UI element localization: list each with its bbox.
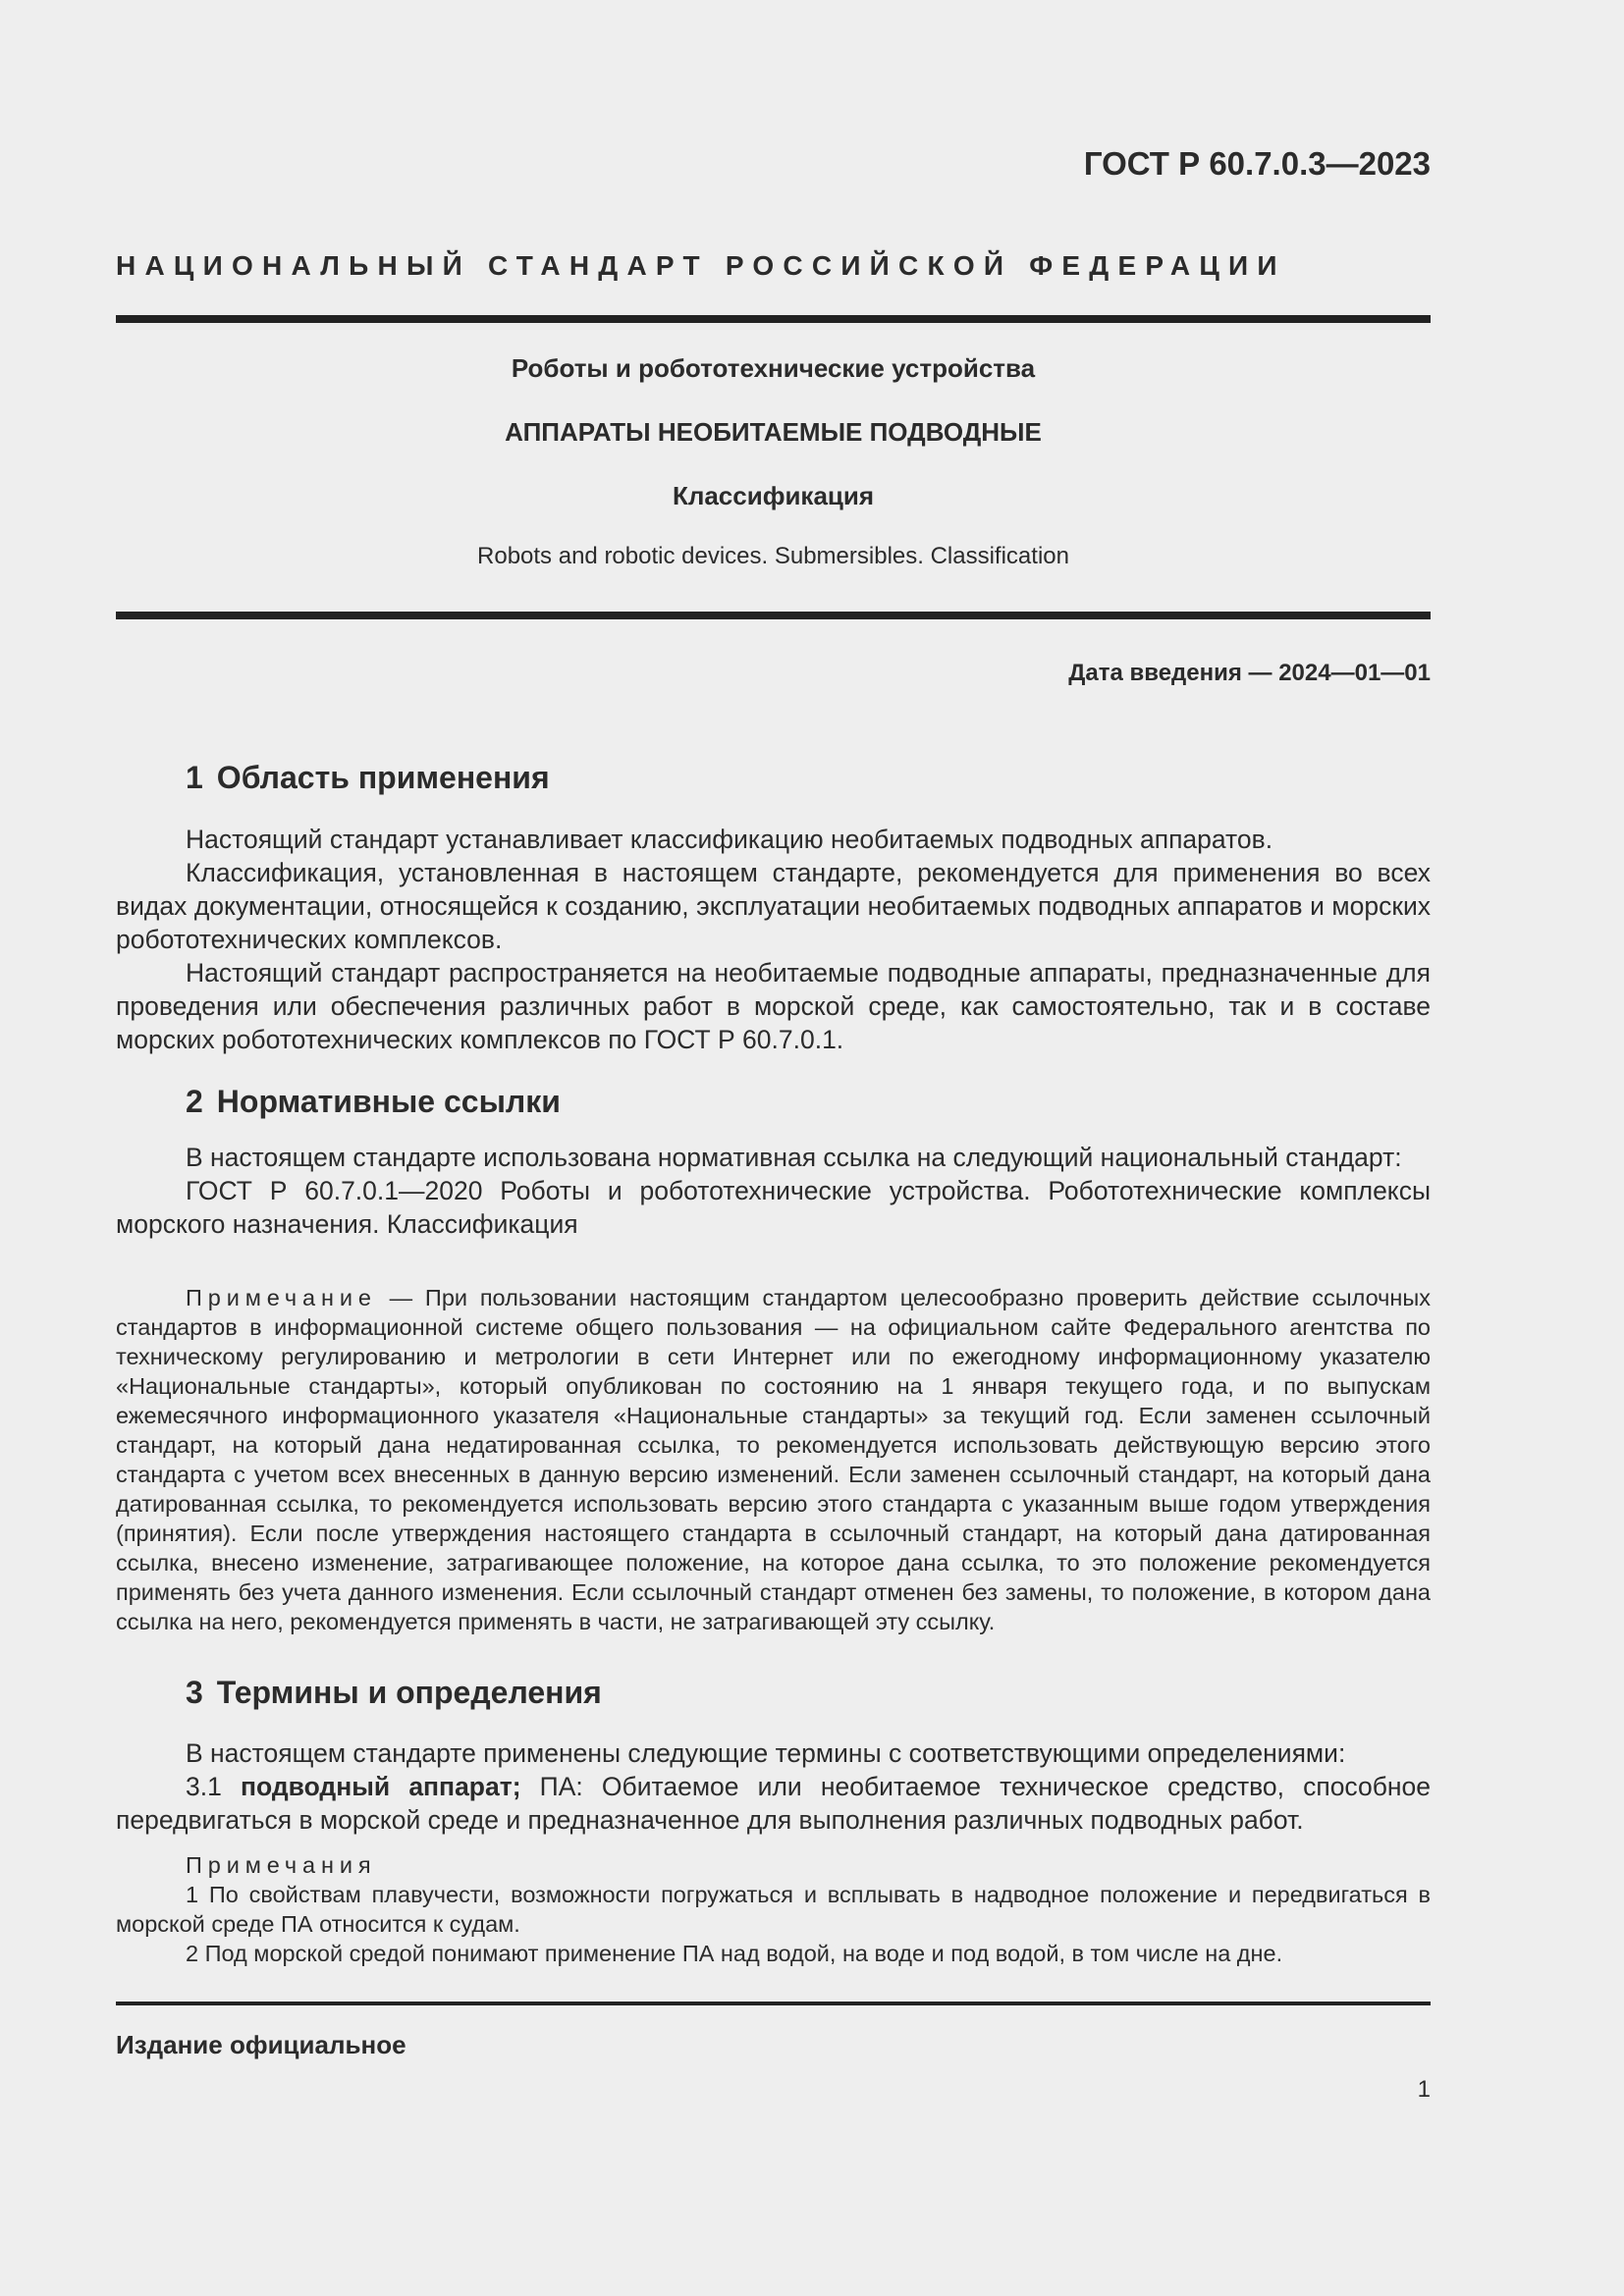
english-title: Robots and robotic devices. Submersibles. Classification: [477, 543, 1069, 569]
term-number: 3.1: [186, 1772, 241, 1801]
subject-line: Роботы и робототехнические устройства: [511, 353, 1036, 383]
top-rule: [116, 315, 1431, 323]
note-item: 2 Под морской средой понимают применение ПА над водой, на воде и под водой, в том числе на дне.: [186, 1941, 1283, 1966]
section-2-body: [116, 1141, 1431, 1241]
section-3-body: [116, 1736, 1431, 1837]
section-title: Область применения: [216, 760, 550, 795]
notes-label: Примечания: [186, 1852, 377, 1878]
introduction-date: Дата введения — 2024—01—01: [1068, 660, 1431, 686]
section-1-body: [116, 823, 1431, 1056]
document-title: АППАРАТЫ НЕОБИТАЕМЫЕ ПОДВОДНЫЕ: [505, 417, 1042, 447]
paragraph: В настоящем стандарте использована нормативная ссылка на следующий национальный стандарт:: [186, 1143, 1402, 1172]
note-item: 1 По свойствам плавучести, возможности погружаться и всплывать в надводное положение и передвигаться в морской среде ПА относится к судам.: [116, 1882, 1431, 1937]
section-number: 3: [186, 1675, 203, 1710]
national-standard-banner: НАЦИОНАЛЬНЫЙ СТАНДАРТ РОССИЙСКОЙ ФЕДЕРАЦИИ: [116, 250, 1286, 281]
paragraph: Настоящий стандарт устанавливает классификацию необитаемых подводных аппаратов.: [186, 825, 1273, 854]
section-1-heading: [186, 760, 550, 796]
paragraph: В настоящем стандарте применены следующие термины с соответствующими определениями:: [186, 1738, 1346, 1768]
page-number: 1: [1417, 2076, 1431, 2103]
term-definition: [116, 1770, 1431, 1837]
section-number: 2: [186, 1084, 203, 1119]
term-name: подводный аппарат;: [240, 1772, 521, 1801]
section-3-notes: [116, 1850, 1431, 1968]
term-text: ПА: Обитаемое или необитаемое техническое средство, способное передвигаться в морской среде и предназначенное для выполнения различных подводных работ.: [116, 1772, 1432, 1835]
note-text: — При пользовании настоящим стандартом целесообразно проверить действие ссылочных стандартов в информационной системе общего пользования — на официальном сайте Федерального агентства по техническому регулированию и метрологии в сети Интернет или по ежегодному информационному указателю «Национальные стандарты», который опубликован по состоянию на 1 января текущего года, и по выпускам ежемесячного информационного указателя «Национальные стандарты» за текущий год. Если заменен ссылочный стандарт, на который дана недатированная ссылка, то рекомендуется использовать действующую версию этого стандарта с учетом всех внесенных в данную версию изменений. Если заменен ссылочный стандарт, на который дана датированная ссылка, то рекомендуется использовать версию этого стандарта с указанным выше годом утверждения (принятия). Если после утверждения настоящего стандарта в ссылочный стандарт, на который дана датированная ссылка, внесено изменение, затрагивающее положение, на которое дана ссылка, то это положение рекомендуется применять без учета данного изменения. Если ссылочный стандарт отменен без замены, то положение, в котором дана ссылка на него, рекомендуется применять в части, не затрагивающей эту ссылку.: [116, 1285, 1431, 1634]
section-2-note: [116, 1283, 1431, 1636]
section-2-heading: [186, 1084, 561, 1120]
title-rule: [116, 612, 1431, 619]
paragraph: Настоящий стандарт распространяется на необитаемые подводные аппараты, предназначенные для проведения или обеспечения различных работ в морской среде, как самостоятельно, так и в составе морских робототехнических комплексов по ГОСТ Р 60.7.0.1.: [116, 958, 1431, 1054]
standard-code: ГОСТ Р 60.7.0.3—2023: [1083, 145, 1431, 182]
section-title: Нормативные ссылки: [216, 1084, 561, 1119]
note-label: Примечание: [186, 1285, 377, 1310]
footer-rule: [116, 2002, 1431, 2005]
paragraph: ГОСТ Р 60.7.0.1—2020 Роботы и робототехнические устройства. Робототехнические комплексы морского назначения. Классификация: [116, 1176, 1431, 1239]
paragraph: Классификация, установленная в настоящем стандарте, рекомендуется для применения во всех видах документации, относящейся к созданию, эксплуатации необитаемых подводных аппаратов и морских робототехнических комплексов.: [116, 858, 1431, 954]
official-edition-label: Издание официальное: [116, 2030, 406, 2059]
document-subtitle: Классификация: [672, 481, 875, 510]
section-3-heading: [186, 1675, 602, 1711]
section-number: 1: [186, 760, 203, 795]
section-title: Термины и определения: [216, 1675, 602, 1710]
